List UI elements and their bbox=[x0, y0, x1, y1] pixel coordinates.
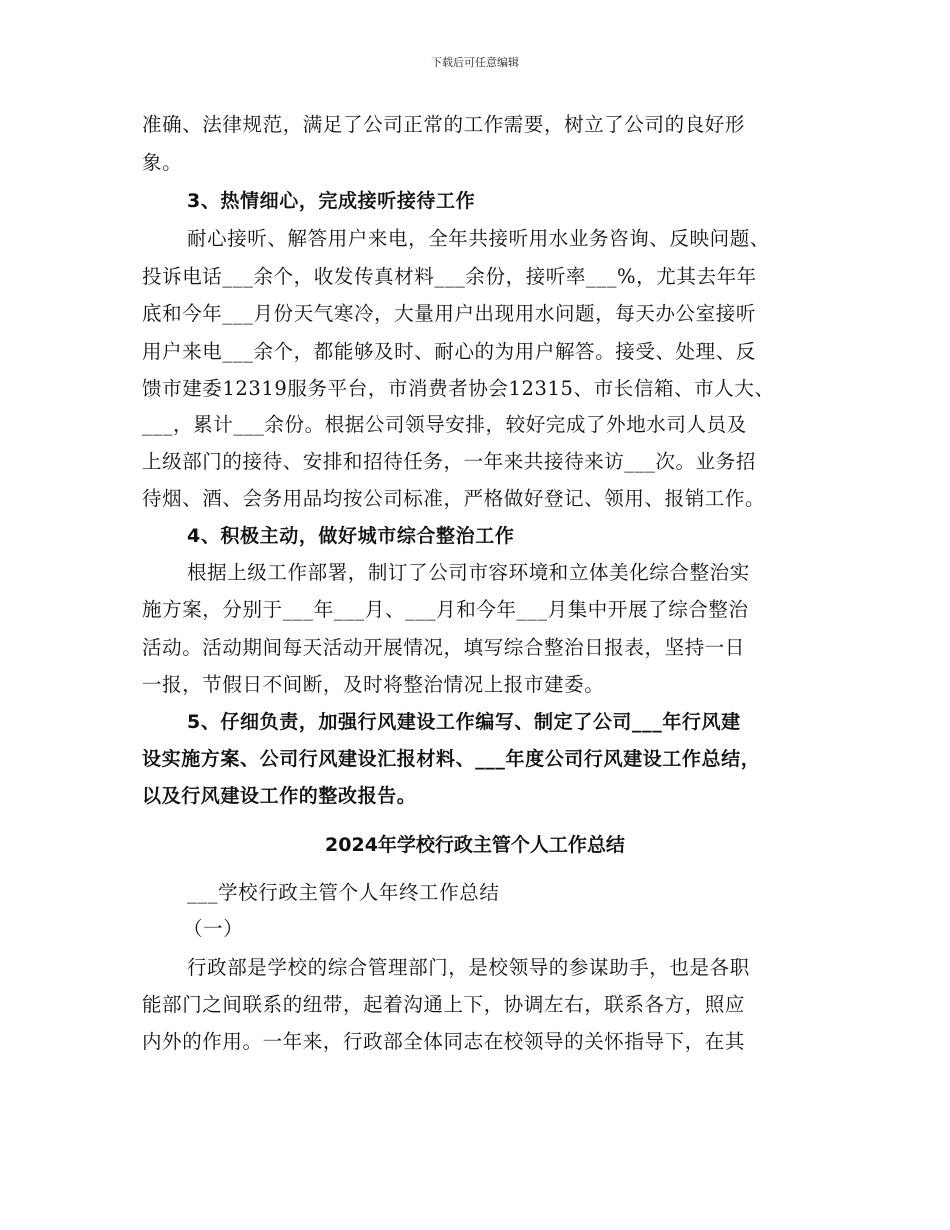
body-line: 活动。活动期间每天活动开展情况，填写综合整治日报表，坚持一日 bbox=[142, 636, 746, 659]
body-line: 上级部门的接待、安排和招待任务，一年来共接待来访___次。业务招 bbox=[142, 450, 756, 473]
body-line: 能部门之间联系的纽带，起着沟通上下，协调左右，联系各方，照应 bbox=[142, 993, 746, 1016]
body-line: 馈市建委12319服务平台，市消费者协会12315、市长信箱、市人大、 bbox=[142, 377, 775, 400]
body-line: 行政部是学校的综合管理部门，是校领导的参谋助手，也是各职 bbox=[187, 956, 750, 979]
body-line: 待烟、酒、会务用品均按公司标准，严格做好登记、领用、报销工作。 bbox=[142, 487, 766, 510]
section-heading: 5、仔细负责，加强行风建设工作编写、制定了公司___年行风建 bbox=[187, 711, 741, 733]
body-line: 底和今年___月份天气寒冷，大量用户出现用水问题，每天办公室接听 bbox=[142, 302, 756, 325]
body-line: 施方案，分别于___年___月、___月和今年___月集中开展了综合整治 bbox=[142, 598, 749, 621]
body-line: ___，累计___余份。根据公司领导安排，较好完成了外地水司人员及 bbox=[142, 413, 747, 436]
document-title: 2024年学校行政主管个人工作总结 bbox=[325, 834, 625, 856]
body-line: 内外的作用。一年来，行政部全体同志在校领导的关怀指导下，在其 bbox=[142, 1030, 746, 1053]
body-line: 耐心接听、解答用户来电，全年共接听用水业务咨询、反映问题、 bbox=[187, 227, 770, 250]
body-line: 象。 bbox=[142, 151, 183, 174]
subtitle-line: ___学校行政主管个人年终工作总结 bbox=[187, 881, 500, 904]
section-heading: 以及行风建设工作的整改报告。 bbox=[142, 785, 417, 807]
body-line: 投诉电话___余个，收发传真材料___余份，接听率___%，尤其去年年 bbox=[142, 265, 757, 288]
body-line: 根据上级工作部署，制订了公司市容环境和立体美化综合整治实 bbox=[187, 561, 750, 584]
section-heading: 3、热情细心，完成接听接待工作 bbox=[187, 190, 476, 212]
body-line: 一报，节假日不间断，及时将整治情况上报市建委。 bbox=[142, 673, 605, 696]
page-header: 下载后可任意编辑 bbox=[431, 56, 519, 69]
section-marker: （一） bbox=[183, 917, 244, 940]
section-heading: 设实施方案、公司行风建设汇报材料、___年度公司行风建设工作总结， bbox=[142, 748, 761, 770]
section-heading: 4、积极主动，做好城市综合整治工作 bbox=[187, 525, 515, 547]
body-line: 用户来电___余个，都能够及时、耐心的为用户解答。接受、处理、反 bbox=[142, 340, 756, 363]
body-line: 准确、法律规范，满足了公司正常的工作需要，树立了公司的良好形 bbox=[142, 113, 746, 136]
